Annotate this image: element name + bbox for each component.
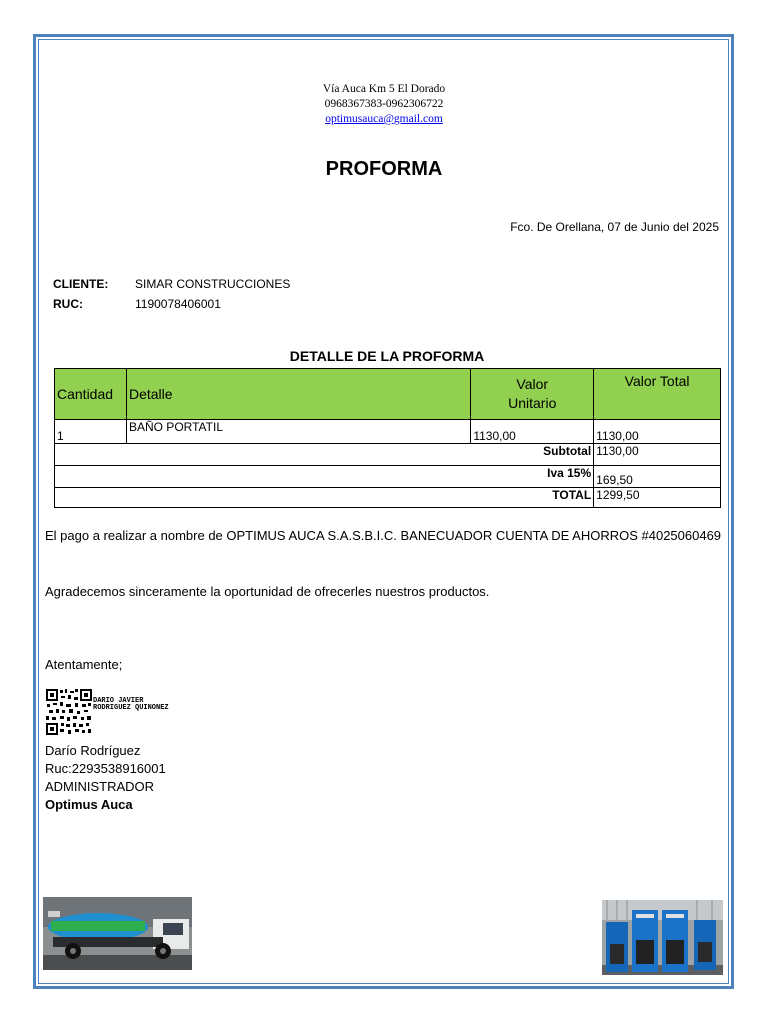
col-header-valor-total: Valor Total <box>594 369 721 420</box>
company-header <box>200 82 568 127</box>
cell-valor-total: 1130,00 <box>594 420 721 444</box>
table-row <box>55 420 721 444</box>
client-label: CLIENTE: <box>53 277 109 291</box>
signatory-ruc: Ruc:2293538916001 <box>45 761 166 776</box>
iva-row <box>55 466 721 488</box>
company-phones: 0968367383-0962306722 <box>324 98 444 110</box>
document-title: PROFORMA <box>325 158 443 180</box>
portable-toilets-photo <box>602 900 723 975</box>
subtotal-row <box>55 444 721 466</box>
thanks-note: Agradecemos sinceramente la oportunidad de ofrecerles nuestros productos. <box>45 584 490 599</box>
total-value: 1299,50 <box>594 488 721 508</box>
ruc-label: RUC: <box>53 297 83 311</box>
date-line: Fco. De Orellana, 07 de Junio del 2025 <box>510 220 719 234</box>
company-email-link[interactable]: optimusauca@gmail.com <box>325 113 443 125</box>
total-row <box>55 488 721 508</box>
digital-signature-stamp: DARIO JAVIER RODRIGUEZ QUINONEZ <box>93 697 169 712</box>
iva-value: 169,50 <box>594 466 721 488</box>
detail-table-header <box>55 369 721 420</box>
col-header-detalle: Detalle <box>126 369 470 420</box>
signatory-name: Darío Rodríguez <box>45 743 141 758</box>
company-address: Vía Auca Km 5 El Dorado <box>322 83 446 95</box>
cell-valor-unitario: 1130,00 <box>471 420 594 444</box>
signatory-block <box>45 742 166 814</box>
payment-note: El pago a realizar a nombre de OPTIMUS AUCA S.A.S.B.I.C. BANECUADOR CUENTA DE AHORROS #4025060469 <box>45 528 722 543</box>
iva-label: Iva 15% <box>55 466 594 488</box>
signatory-company: Optimus Auca <box>45 797 133 812</box>
total-label: TOTAL <box>55 488 594 508</box>
closing-text: Atentamente; <box>45 657 123 672</box>
cell-cantidad: 1 <box>55 420 127 444</box>
col-header-cantidad: Cantidad <box>55 369 127 420</box>
detail-section-title: DETALLE DE LA PROFORMA <box>289 348 485 364</box>
detail-table <box>54 368 721 508</box>
subtotal-value: 1130,00 <box>594 444 721 466</box>
col-header-valor-unitario: Valor Unitario <box>471 369 594 420</box>
ruc-value: 1190078406001 <box>135 297 221 311</box>
cell-detalle: BAÑO PORTATIL <box>126 420 470 444</box>
client-value: SIMAR CONSTRUCCIONES <box>135 277 291 291</box>
subtotal-label: Subtotal <box>55 444 594 466</box>
signatory-role: ADMINISTRADOR <box>45 779 155 794</box>
truck-photo <box>43 897 192 970</box>
qr-code-icon <box>45 688 93 736</box>
